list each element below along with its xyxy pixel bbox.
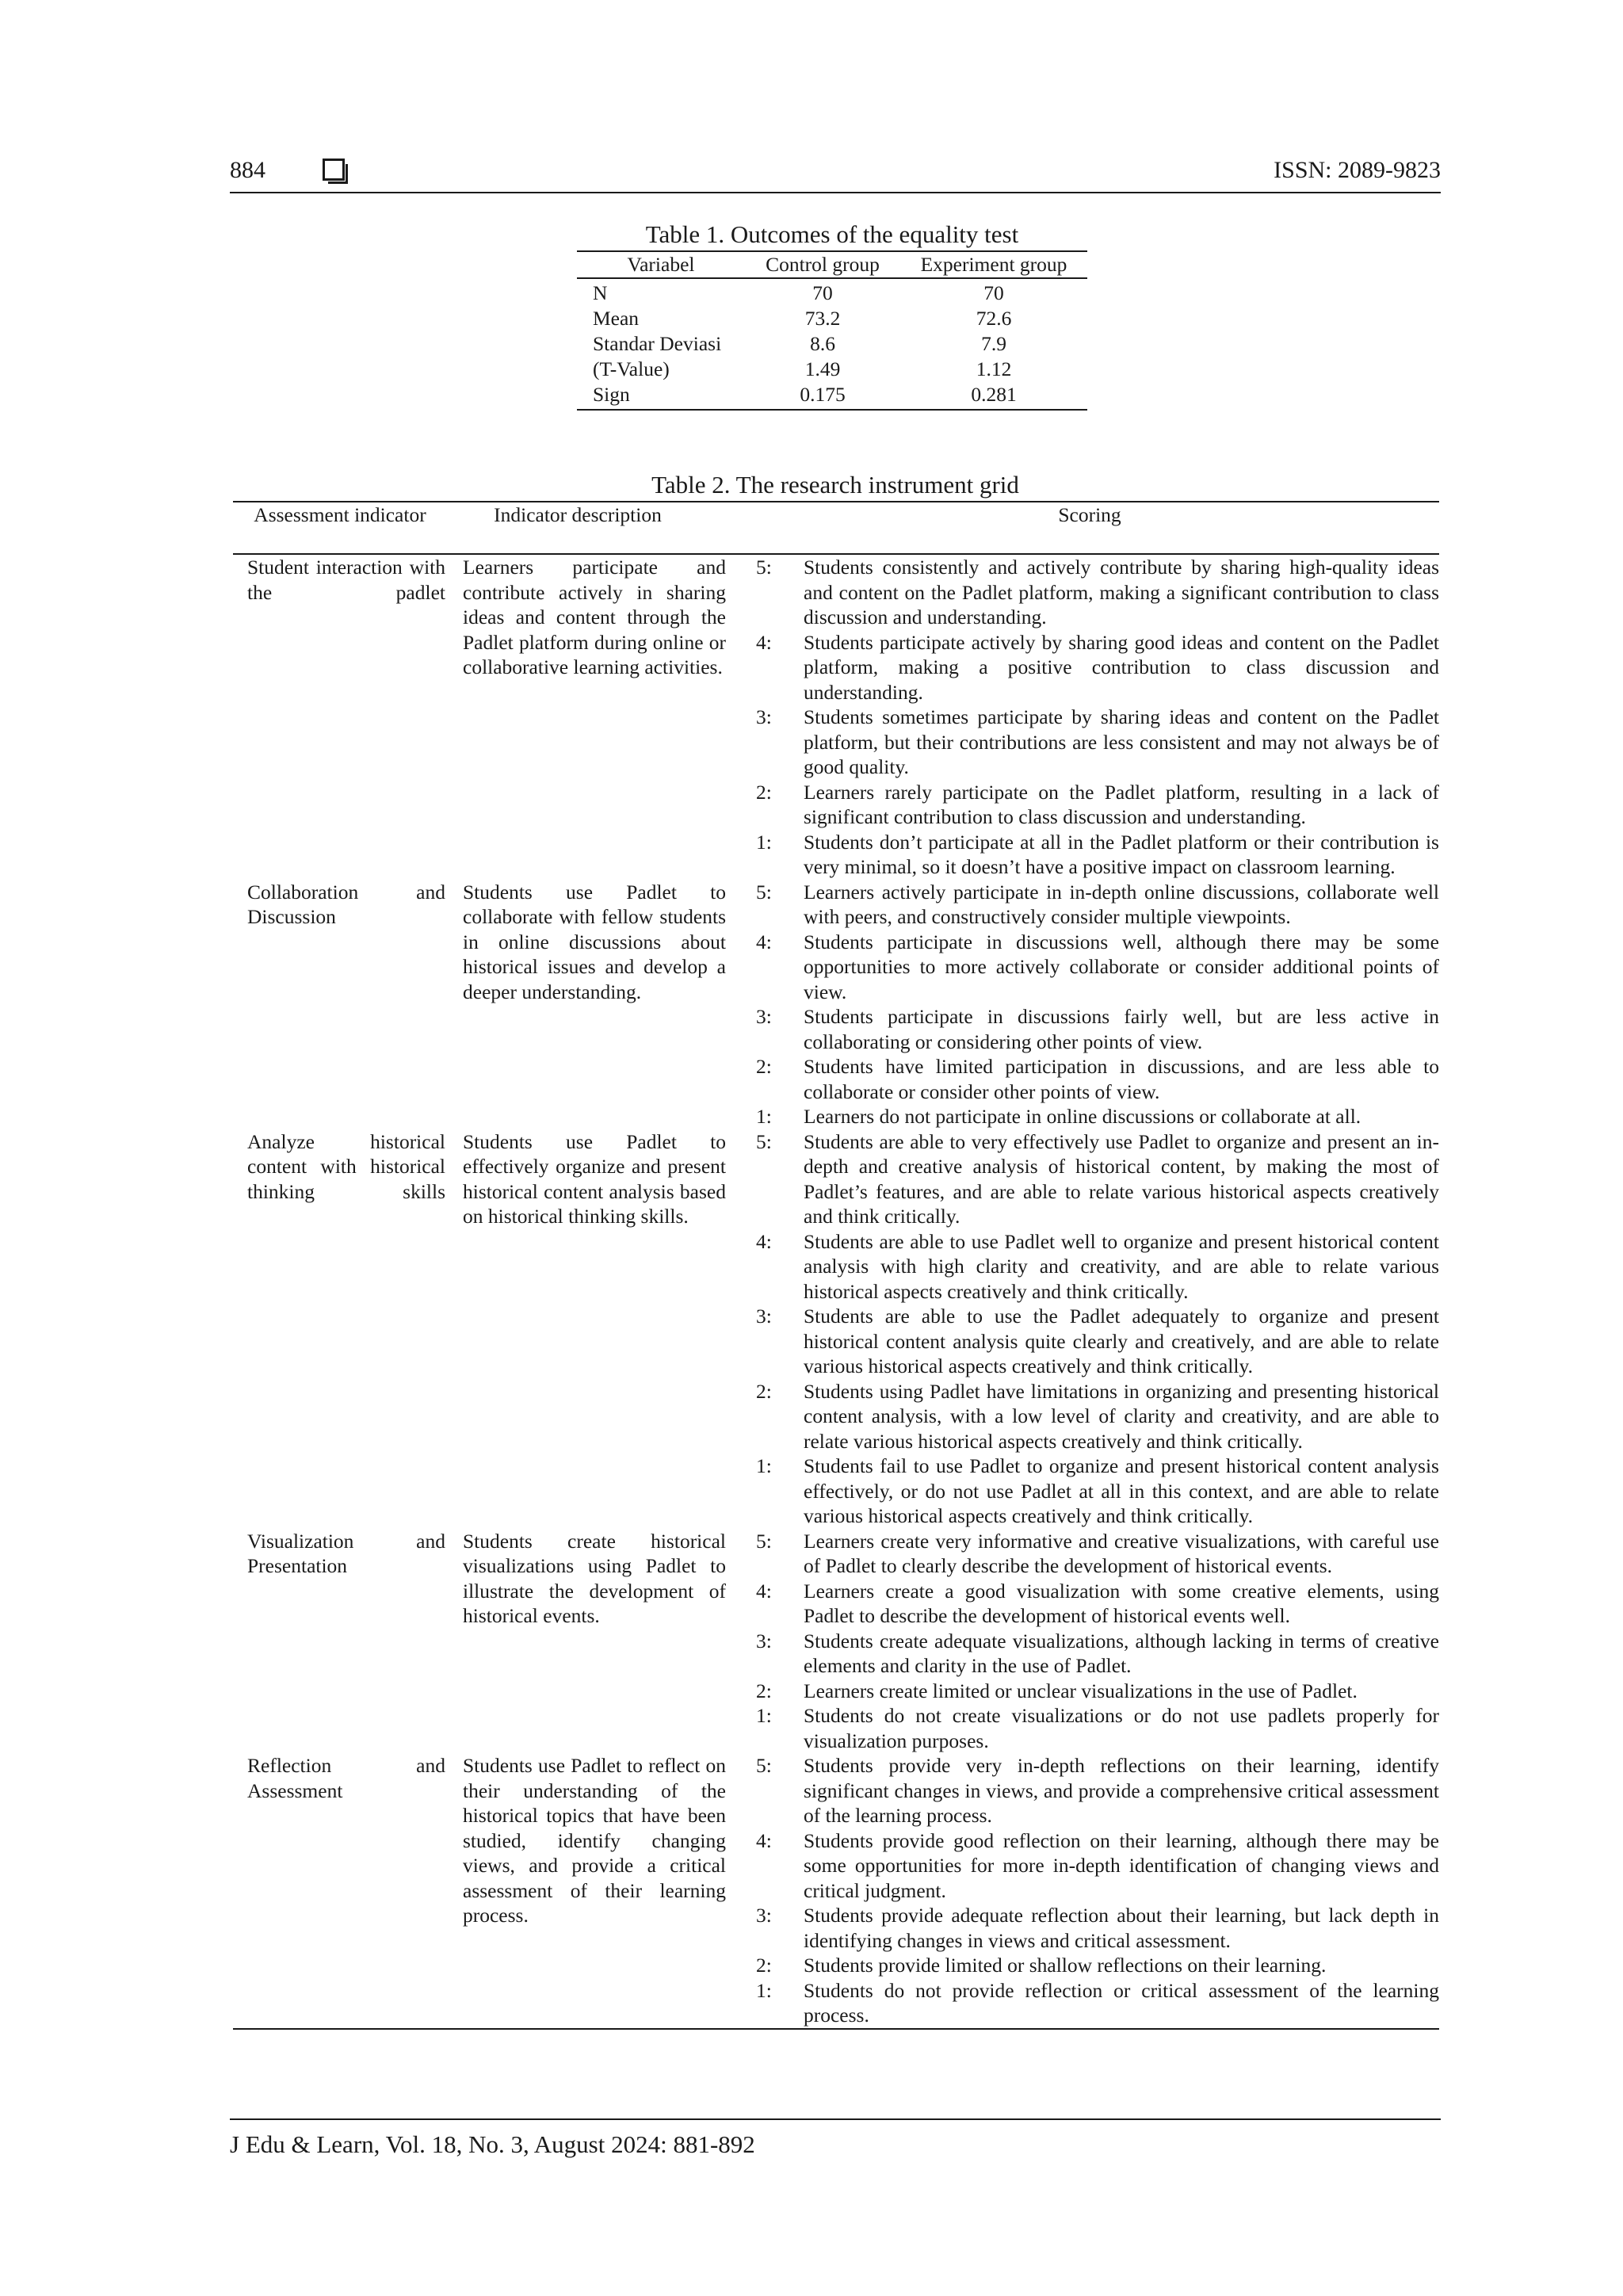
score-text: Students create adequate visualizations, although lacking in terms of creative elements and clarity in the use of Padlet.: [804, 1629, 1439, 1677]
score-item: [756, 1679, 1439, 1704]
score-number: 3:: [756, 1904, 772, 1927]
header-rule: [230, 192, 1441, 193]
score-text: Students are able to use Padlet well to organize and present historical content analysis with high clarity and creativity, and are able to relate various historical aspects creatively and think critically.: [804, 1229, 1439, 1303]
table1-cell: Sign: [593, 383, 630, 406]
score-item: [756, 1978, 1439, 2028]
score-text: Students provide very in-depth reflections on their learning, identify significant changes in views, and provide a comprehensive critical assessment of the learning process.: [804, 1754, 1439, 1827]
score-text: Students do not create visualizations or do not use padlets properly for visualization purposes.: [804, 1704, 1439, 1752]
table1-row: [577, 281, 1087, 306]
score-text: Students fail to use Padlet to organize and present historical content analysis effectively, or do not use Padlet at all in this context, and are able to relate various historical aspects creatively and think critically.: [804, 1454, 1439, 1527]
assessment-indicator: Collaboration and Discussion: [247, 880, 445, 928]
table1-cell: 0.175: [800, 383, 846, 406]
scoring-list: [756, 555, 1439, 880]
score-text: Students don’t participate at all in the Padlet platform or their contribution is very minimal, so it doesn’t have a positive impact on classroom learning.: [804, 830, 1439, 878]
score-text: Students provide adequate reflection about their learning, but lack depth in identifying changes in views and critical assessment.: [804, 1904, 1439, 1952]
score-item: [756, 1454, 1439, 1529]
table1-row: [577, 306, 1087, 331]
score-text: Students provide good reflection on their learning, although there may be some opportunities for more in-depth identification of changing views and critical judgment.: [804, 1828, 1439, 1902]
score-number: 3:: [756, 1005, 772, 1028]
score-text: Learners create very informative and creative visualizations, with careful use of Padlet to clearly describe the development of historical events.: [804, 1529, 1439, 1577]
score-text: Students sometimes participate by sharing ideas and content on the Padlet platform, but their contributions are less consistent and may not always be of good quality.: [804, 705, 1439, 778]
score-item: [756, 1579, 1439, 1629]
page-number: 884: [230, 157, 265, 183]
score-text: Students are able to very effectively use Padlet to organize and present an in-depth and creative analysis of historical content, by making the most of Padlet’s features, and are able to relate various historical aspects creatively and think critically.: [804, 1129, 1439, 1228]
score-number: 2:: [756, 1055, 772, 1078]
score-item: [756, 1903, 1439, 1953]
table1-cell: Mean: [593, 307, 640, 330]
table1-row: [577, 331, 1087, 357]
table1-header-cell: Experiment group: [920, 253, 1067, 276]
table2-group: [233, 1529, 1439, 1754]
score-text: Students have limited participation in discussions, and are less able to collaborate or consider other points of view.: [804, 1055, 1439, 1103]
table1-cell: 73.2: [804, 307, 841, 330]
score-number: 5:: [756, 880, 772, 904]
page-header: [230, 155, 1441, 195]
table1-cell: 0.281: [971, 383, 1017, 406]
score-text: Students are able to use the Padlet adequately to organize and present historical content analysis quite clearly and creatively, and are able to relate various historical aspects creatively and think critically.: [804, 1305, 1439, 1377]
score-number: 3:: [756, 1305, 772, 1328]
table1-header-row: [577, 252, 1087, 277]
assessment-indicator: Analyze historical content with historical thinking skills: [247, 1129, 445, 1203]
score-number: 5:: [756, 556, 772, 579]
score-item: [756, 1379, 1439, 1454]
table1-cell: 1.49: [804, 357, 841, 380]
table2-caption: Table 2. The research instrument grid: [651, 471, 1019, 499]
table1-header-cell: Control group: [766, 253, 880, 276]
score-number: 1:: [756, 1704, 772, 1727]
table1-cell: 70: [983, 281, 1004, 304]
score-number: 3:: [756, 705, 772, 728]
table2-group: [233, 880, 1439, 1129]
score-item: [756, 930, 1439, 1005]
table1-cell: 7.9: [981, 332, 1006, 355]
score-item: [756, 780, 1439, 830]
score-item: [756, 630, 1439, 705]
score-item: [756, 1304, 1439, 1379]
score-item: [756, 705, 1439, 780]
score-text: Learners create a good visualization with some creative elements, using Padlet to describe the development of historical events well.: [804, 1579, 1439, 1627]
score-item: [756, 1004, 1439, 1054]
score-number: 2:: [756, 780, 772, 804]
score-number: 4:: [756, 1579, 772, 1603]
score-text: Students do not provide reflection or critical assessment of the learning process.: [804, 1978, 1439, 2027]
table1-body: [577, 279, 1087, 409]
table2-group: [233, 1753, 1439, 2028]
score-number: 4:: [756, 1229, 772, 1253]
score-text: Students provide limited or shallow reflections on their learning.: [804, 1954, 1327, 1977]
scoring-list: [756, 1129, 1439, 1529]
score-number: 4:: [756, 930, 772, 953]
score-number: 5:: [756, 1529, 772, 1553]
table2-header-description: Indicator description: [494, 503, 662, 526]
score-text: Students participate in discussions fairly well, but are less active in collaborating or considering other points of view.: [804, 1005, 1439, 1053]
table2-bottom-rule: [233, 2028, 1439, 2030]
score-text: Learners rarely participate on the Padlet platform, resulting in a lack of significant contribution to class discussion and understanding.: [804, 780, 1439, 828]
table2-header-row: [233, 502, 1439, 553]
assessment-indicator: Reflection and Assessment: [247, 1754, 445, 1802]
score-item: [756, 880, 1439, 930]
score-text: Students using Padlet have limitations in organizing and presenting historical content analysis, with a low level of clarity and creativity, and are able to relate various historical aspects creatively and think critically.: [804, 1379, 1439, 1453]
table1-cell: 1.12: [976, 357, 1012, 380]
score-item: [756, 555, 1439, 630]
table1: [577, 250, 1087, 411]
table1-header-cell: Variabel: [627, 253, 695, 276]
score-number: 1:: [756, 1105, 772, 1128]
score-number: 1:: [756, 830, 772, 854]
score-number: 2:: [756, 1954, 772, 1977]
table1-cell: Standar Deviasi: [593, 332, 722, 355]
table1-bottom-rule: [577, 409, 1087, 411]
score-item: [756, 1054, 1439, 1104]
scoring-list: [756, 880, 1439, 1129]
scoring-list: [756, 1753, 1439, 2028]
table2-header-scoring: Scoring: [1058, 503, 1121, 526]
score-number: 1:: [756, 1978, 772, 2002]
table1-cell: 72.6: [976, 307, 1012, 330]
score-text: Learners actively participate in in-depth online discussions, collaborate well with peers, and constructively consider multiple viewpoints.: [804, 880, 1439, 928]
table1-cell: 70: [812, 281, 833, 304]
assessment-indicator: Student interaction with the padlet: [247, 556, 445, 604]
table1-cell: (T-Value): [593, 357, 670, 380]
table1-caption: Table 1. Outcomes of the equality test: [645, 220, 1019, 248]
table1-cell: 8.6: [810, 332, 835, 355]
footer-citation: J Edu & Learn, Vol. 18, No. 3, August 2024: 881-892: [230, 2130, 755, 2158]
score-number: 3:: [756, 1629, 772, 1652]
score-number: 5:: [756, 1754, 772, 1777]
score-text: Students participate actively by sharing good ideas and content on the Padlet platform, making a positive contribution to class discussion and understanding.: [804, 630, 1439, 704]
square-box-icon: [323, 159, 345, 181]
score-item: [756, 1753, 1439, 1828]
score-item: [756, 1529, 1439, 1579]
score-number: 4:: [756, 1828, 772, 1852]
score-number: 2:: [756, 1379, 772, 1403]
score-text: Learners create limited or unclear visualizations in the use of Padlet.: [804, 1679, 1358, 1702]
score-item: [756, 1229, 1439, 1305]
indicator-description: Students use Padlet to collaborate with fellow students in online discussions about historical issues and develop a deeper understanding.: [463, 880, 726, 1003]
score-item: [756, 1129, 1439, 1229]
table2-group: [233, 555, 1439, 880]
score-text: Students participate in discussions well, although there may be some opportunities to more actively collaborate or consider additional points of view.: [804, 930, 1439, 1003]
indicator-description: Students use Padlet to reflect on their understanding of the historical topics that have been studied, identify changing views, and provide a critical assessment of their learning process.: [463, 1754, 726, 1927]
score-number: 5:: [756, 1129, 772, 1153]
indicator-description: Students use Padlet to effectively organize and present historical content analysis based on historical thinking skills.: [463, 1129, 726, 1228]
score-text: Students consistently and actively contribute by sharing high-quality ideas and content on the Padlet platform, making a significant contribution to class discussion and understanding.: [804, 556, 1439, 628]
indicator-description: Learners participate and contribute actively in sharing ideas and content through the Padlet platform during online or collaborative learning activities.: [463, 556, 726, 678]
score-item: [756, 1703, 1439, 1753]
table1-row: [577, 357, 1087, 382]
table2-header-indicator: Assessment indicator: [254, 503, 426, 526]
score-number: 1:: [756, 1454, 772, 1477]
score-item: [756, 830, 1439, 880]
table2: [233, 501, 1439, 2030]
assessment-indicator: Visualization and Presentation: [247, 1529, 445, 1577]
score-item: [756, 1629, 1439, 1679]
indicator-description: Students create historical visualizations using Padlet to illustrate the development of historical events.: [463, 1529, 726, 1627]
table1-row: [577, 382, 1087, 407]
table1-cell: N: [593, 281, 608, 304]
score-item: [756, 1104, 1439, 1129]
scoring-list: [756, 1529, 1439, 1754]
score-number: 2:: [756, 1679, 772, 1702]
table2-group: [233, 1129, 1439, 1529]
score-text: Learners do not participate in online discussions or collaborate at all.: [804, 1105, 1361, 1128]
score-item: [756, 1828, 1439, 1904]
issn-label: ISSN: 2089-9823: [1274, 157, 1441, 183]
score-item: [756, 1953, 1439, 1978]
score-number: 4:: [756, 630, 772, 654]
footer-rule: [230, 2118, 1441, 2120]
